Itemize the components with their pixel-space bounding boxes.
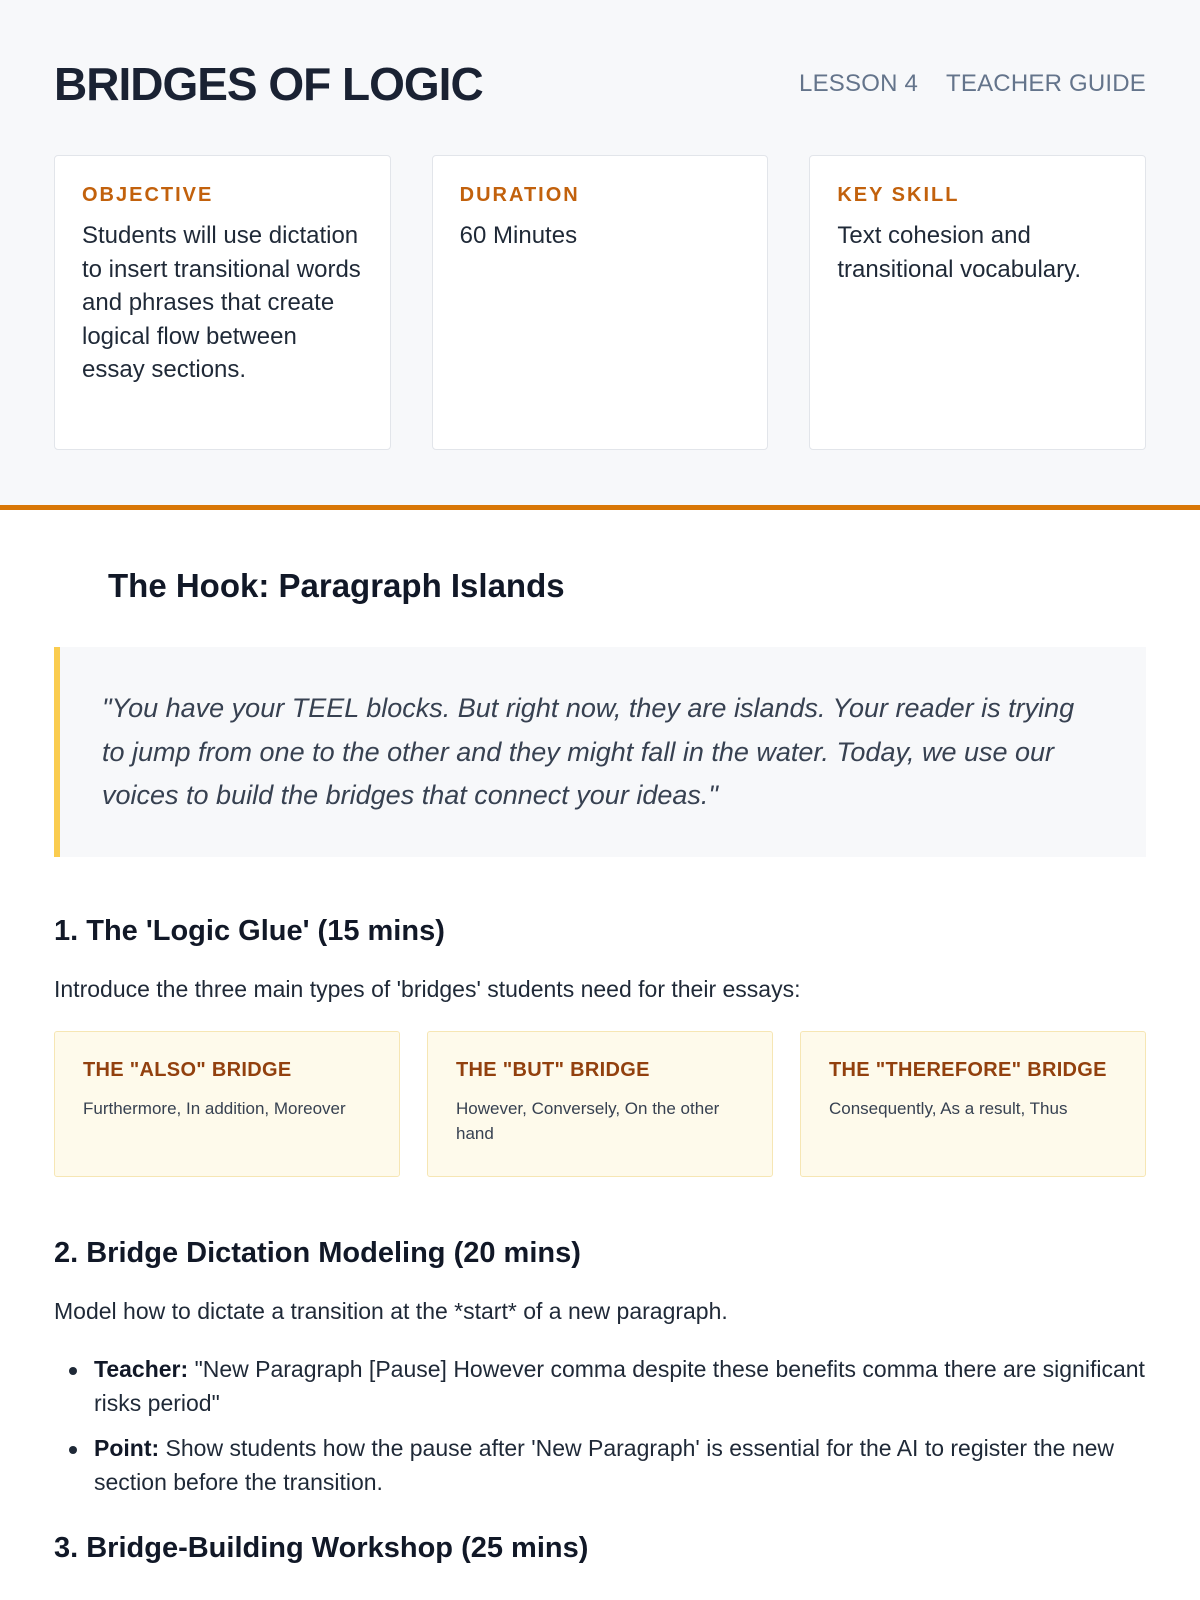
header-meta	[799, 70, 1146, 98]
bridge-card-also	[54, 1031, 400, 1177]
list-item	[94, 1432, 1146, 1499]
header-band	[0, 0, 1200, 510]
bridge-card-title: THE "ALSO" BRIDGE	[83, 1059, 292, 1081]
bridge-card-therefore	[800, 1031, 1146, 1177]
section-2-bullets	[54, 1353, 1146, 1499]
bridge-card-words: However, Conversely, On the other hand	[456, 1099, 720, 1143]
bridge-card-words: Consequently, As a result, Thus	[829, 1099, 1068, 1118]
bullet-dot	[69, 1446, 77, 1454]
hook-quote-block	[54, 647, 1146, 857]
bullet-label: Point:	[94, 1435, 166, 1461]
info-cards	[54, 155, 1146, 450]
list-item	[94, 1353, 1146, 1420]
bullet-label: Teacher:	[94, 1356, 195, 1382]
key-skill-label: KEY SKILL	[837, 184, 960, 206]
section-2-heading: 2. Bridge Dictation Modeling (20 mins)	[54, 1237, 581, 1269]
page-title: BRIDGES OF LOGIC	[54, 58, 483, 110]
bridge-card-words: Furthermore, In addition, Moreover	[83, 1099, 346, 1118]
guide-label: TEACHER GUIDE	[946, 70, 1146, 97]
duration-text: 60 Minutes	[459, 222, 578, 249]
lesson-label: LESSON 4	[799, 70, 919, 97]
objective-card	[54, 155, 391, 450]
key-skill-text: Text cohesion and transitional vocabulary.	[837, 222, 1082, 283]
hook-title: The Hook: Paragraph Islands	[108, 567, 565, 604]
main-content	[0, 567, 1200, 1565]
key-skill-card	[809, 155, 1146, 450]
header-top	[54, 54, 1146, 114]
section-1-heading: 1. The 'Logic Glue' (15 mins)	[54, 915, 445, 947]
duration-label: DURATION	[459, 184, 580, 206]
section-3-heading: 3. Bridge-Building Workshop (25 mins)	[54, 1532, 589, 1564]
bridge-card-but	[427, 1031, 773, 1177]
bridge-cards	[54, 1031, 1146, 1177]
bullet-dot	[69, 1367, 77, 1375]
bridge-card-title: THE "THEREFORE" BRIDGE	[829, 1059, 1107, 1081]
bullet-text: "New Paragraph [Pause] However comma despite these benefits comma there are significant risks period"	[94, 1356, 1145, 1416]
hook-quote: "You have your TEEL blocks. But right now, they are islands. Your reader is trying to jump from one to the other and they might fall in the water. Today, we use our voices to build the bridges that connect your ideas."	[102, 693, 1075, 810]
objective-text: Students will use dictation to insert transitional words and phrases that create logical flow between essay sections.	[82, 222, 361, 383]
duration-card	[432, 155, 769, 450]
bridge-card-title: THE "BUT" BRIDGE	[456, 1059, 650, 1081]
objective-label: OBJECTIVE	[82, 184, 214, 206]
bullet-text: Show students how the pause after 'New Paragraph' is essential for the AI to register the new section before the transition.	[94, 1435, 1115, 1495]
section-1-intro: Introduce the three main types of 'bridges' students need for their essays:	[54, 976, 801, 1002]
section-2-intro: Model how to dictate a transition at the *start* of a new paragraph.	[54, 1298, 728, 1324]
